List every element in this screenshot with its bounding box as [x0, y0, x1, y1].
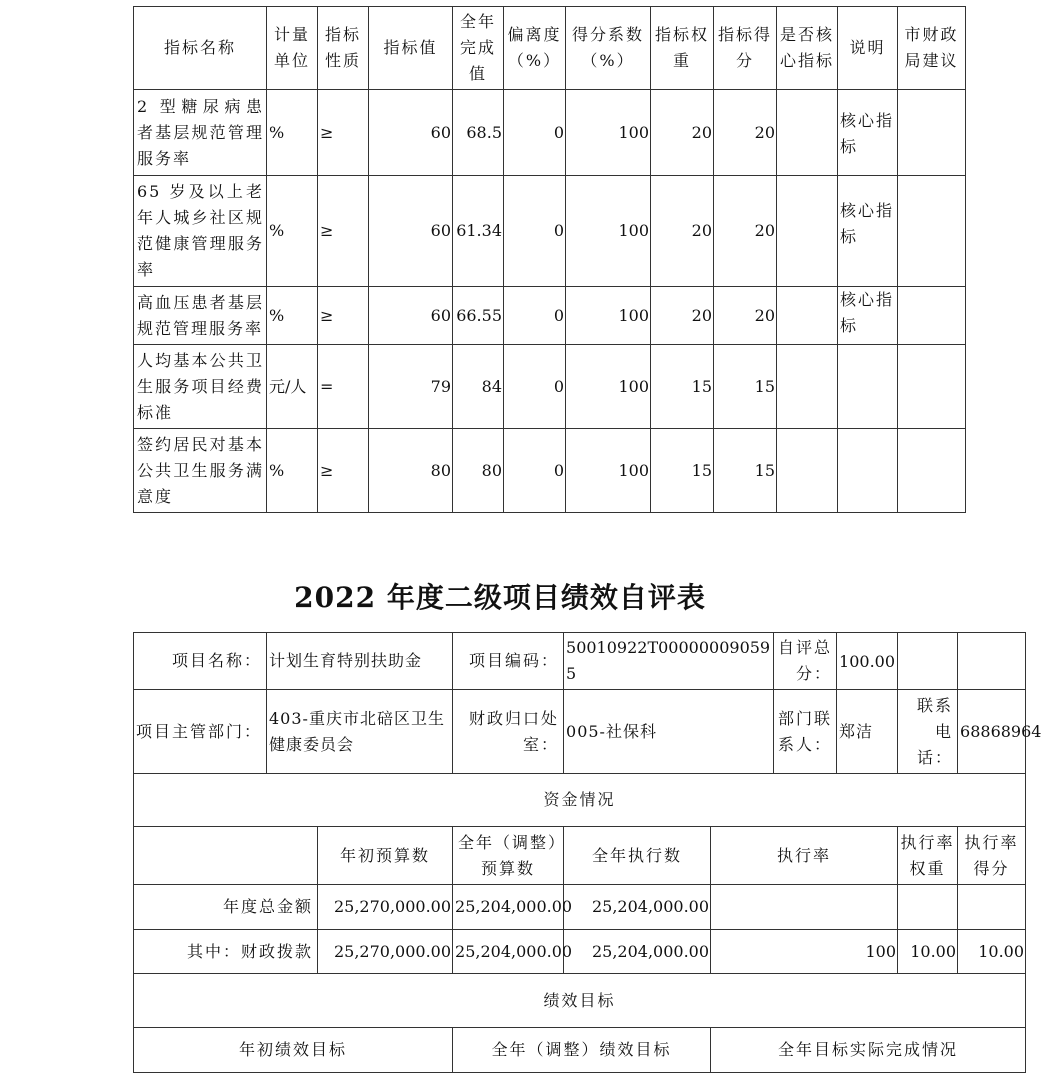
- indicator-name: 签约居民对基本公共卫生服务满意度: [134, 429, 267, 513]
- indicator-nature: ≥: [318, 176, 369, 287]
- indicator-done: 61.34: [453, 176, 504, 287]
- indicator-score: 15: [714, 429, 777, 513]
- indicator-table: [133, 6, 966, 513]
- indicator-deviation: 0: [504, 287, 566, 345]
- indicator-weight: 20: [651, 287, 714, 345]
- funds-adjusted: 25,204,000.00: [453, 885, 564, 930]
- project-name-label: 项目名称：: [134, 633, 267, 690]
- indicator-value: 79: [369, 345, 453, 429]
- header-deviation: 偏离度（%）: [504, 7, 566, 90]
- page-title: 2022 年度二级项目绩效自评表: [294, 581, 706, 614]
- indicator-advice: [898, 345, 966, 429]
- funds-initial: 25,270,000.00: [318, 930, 453, 974]
- self-evaluation-table: [133, 632, 1041, 1073]
- funds-rate-weight: 10.00: [898, 930, 958, 974]
- header-score: 指标得分: [714, 7, 777, 90]
- project-code-label: 项目编码：: [453, 633, 564, 690]
- project-row: [134, 633, 1026, 690]
- funds-section-title: 资金情况: [134, 774, 1026, 827]
- indicator-deviation: 0: [504, 90, 566, 176]
- indicator-deviation: 0: [504, 345, 566, 429]
- indicator-done: 80: [453, 429, 504, 513]
- indicator-deviation: 0: [504, 429, 566, 513]
- indicator-name: 高血压患者基层规范管理服务率: [134, 287, 267, 345]
- indicator-value: 60: [369, 176, 453, 287]
- funds-executed: 25,204,000.00: [564, 930, 711, 974]
- funds-header-rate: 执行率: [711, 827, 898, 885]
- indicator-nature: ≥: [318, 90, 369, 176]
- department-row: [134, 690, 1026, 774]
- indicator-note: [838, 345, 898, 429]
- indicator-name: 2 型糖尿病患者基层规范管理服务率: [134, 90, 267, 176]
- funds-header-row: [134, 827, 1026, 885]
- funds-executed: 25,204,000.00: [564, 885, 711, 930]
- funds-initial: 25,270,000.00: [318, 885, 453, 930]
- indicator-advice: [898, 90, 966, 176]
- header-annual-done: 全年完成值: [453, 7, 504, 90]
- indicator-deviation: 0: [504, 176, 566, 287]
- indicator-coef: 100: [566, 345, 651, 429]
- funds-rate-score: [958, 885, 1026, 930]
- header-unit: 计量单位: [267, 7, 318, 90]
- funds-rate: 100: [711, 930, 898, 974]
- empty-cell: [898, 633, 958, 690]
- contact-label: 部门联系人：: [774, 690, 837, 774]
- indicator-weight: 20: [651, 90, 714, 176]
- indicator-unit: %: [267, 90, 318, 176]
- contact-value: 郑洁: [837, 690, 898, 774]
- indicator-core: [777, 345, 838, 429]
- funds-row-label: 其中：财政拨款: [134, 930, 318, 974]
- indicator-advice: [898, 429, 966, 513]
- indicator-core: [777, 90, 838, 176]
- self-score-label: 自评总分：: [774, 633, 837, 690]
- indicator-unit: %: [267, 176, 318, 287]
- indicator-unit: %: [267, 287, 318, 345]
- initial-goal-header: 年初绩效目标: [134, 1028, 453, 1073]
- indicator-unit: %: [267, 429, 318, 513]
- indicator-done: 66.55: [453, 287, 504, 345]
- indicator-done: 84: [453, 345, 504, 429]
- finance-office-label: 财政归口处室：: [453, 690, 564, 774]
- indicator-value: 80: [369, 429, 453, 513]
- funds-row: [134, 930, 1026, 974]
- funds-header-rate-weight: 执行率权重: [898, 827, 958, 885]
- performance-header-row: [134, 1028, 1026, 1073]
- empty-cell: [958, 633, 1026, 690]
- indicator-coef: 100: [566, 176, 651, 287]
- indicator-score: 20: [714, 287, 777, 345]
- performance-section-title: 绩效目标: [134, 974, 1026, 1028]
- header-weight: 指标权重: [651, 7, 714, 90]
- indicator-coef: 100: [566, 90, 651, 176]
- indicator-advice: [898, 176, 966, 287]
- indicator-nature: ≥: [318, 287, 369, 345]
- header-finance-advice: 市财政局建议: [898, 7, 966, 90]
- indicator-header-row: [134, 7, 966, 90]
- indicator-value: 60: [369, 287, 453, 345]
- phone-label: 联系电话：: [898, 690, 958, 774]
- header-note: 说明: [838, 7, 898, 90]
- indicator-score: 20: [714, 176, 777, 287]
- indicator-done: 68.5: [453, 90, 504, 176]
- project-name-value: 计划生育特别扶助金: [267, 633, 453, 690]
- header-is-core: 是否核心指标: [777, 7, 838, 90]
- indicator-note: 核心指标: [838, 176, 898, 287]
- table-row: [134, 345, 966, 429]
- indicator-advice: [898, 287, 966, 345]
- indicator-unit: 元/人: [267, 345, 318, 429]
- indicator-note: 核心指标: [838, 90, 898, 176]
- actual-status-header: 全年目标实际完成情况: [711, 1028, 1026, 1073]
- project-code-value: 50010922T000000090595: [564, 633, 774, 690]
- department-value: 403-重庆市北碚区卫生健康委员会: [267, 690, 453, 774]
- table-row: [134, 90, 966, 176]
- header-name: 指标名称: [134, 7, 267, 90]
- indicator-nature: =: [318, 345, 369, 429]
- indicator-score: 20: [714, 90, 777, 176]
- funds-rate-weight: [898, 885, 958, 930]
- empty-cell: [134, 827, 318, 885]
- department-label: 项目主管部门：: [134, 690, 267, 774]
- indicator-weight: 15: [651, 429, 714, 513]
- table-row: [134, 287, 966, 345]
- funds-header-executed: 全年执行数: [564, 827, 711, 885]
- indicator-name: 人均基本公共卫生服务项目经费标准: [134, 345, 267, 429]
- adjusted-goal-header: 全年（调整）绩效目标: [453, 1028, 711, 1073]
- indicator-core: [777, 287, 838, 345]
- indicator-value: 60: [369, 90, 453, 176]
- table-row: [134, 176, 966, 287]
- indicator-note: [838, 429, 898, 513]
- funds-header-rate-score: 执行率得分: [958, 827, 1026, 885]
- indicator-nature: ≥: [318, 429, 369, 513]
- performance-section-row: [134, 974, 1026, 1028]
- funds-header-initial: 年初预算数: [318, 827, 453, 885]
- indicator-score: 15: [714, 345, 777, 429]
- funds-row: [134, 885, 1026, 930]
- indicator-weight: 15: [651, 345, 714, 429]
- header-value: 指标值: [369, 7, 453, 90]
- self-score-value: 100.00: [837, 633, 898, 690]
- header-score-coef: 得分系数（%）: [566, 7, 651, 90]
- funds-header-adjusted: 全年（调整）预算数: [453, 827, 564, 885]
- phone-value: 68868964: [958, 690, 1026, 774]
- indicator-coef: 100: [566, 287, 651, 345]
- finance-office-value: 005-社保科: [564, 690, 774, 774]
- indicator-weight: 20: [651, 176, 714, 287]
- indicator-name: 65 岁及以上老年人城乡社区规范健康管理服务率: [134, 176, 267, 287]
- indicator-core: [777, 429, 838, 513]
- indicator-note: 核心指标: [838, 287, 898, 345]
- funds-row-label: 年度总金额: [134, 885, 318, 930]
- header-nature: 指标性质: [318, 7, 369, 90]
- funds-adjusted: 25,204,000.00: [453, 930, 564, 974]
- indicator-core: [777, 176, 838, 287]
- indicator-coef: 100: [566, 429, 651, 513]
- funds-section-row: [134, 774, 1026, 827]
- funds-rate-score: 10.00: [958, 930, 1026, 974]
- table-row: [134, 429, 966, 513]
- funds-rate: [711, 885, 898, 930]
